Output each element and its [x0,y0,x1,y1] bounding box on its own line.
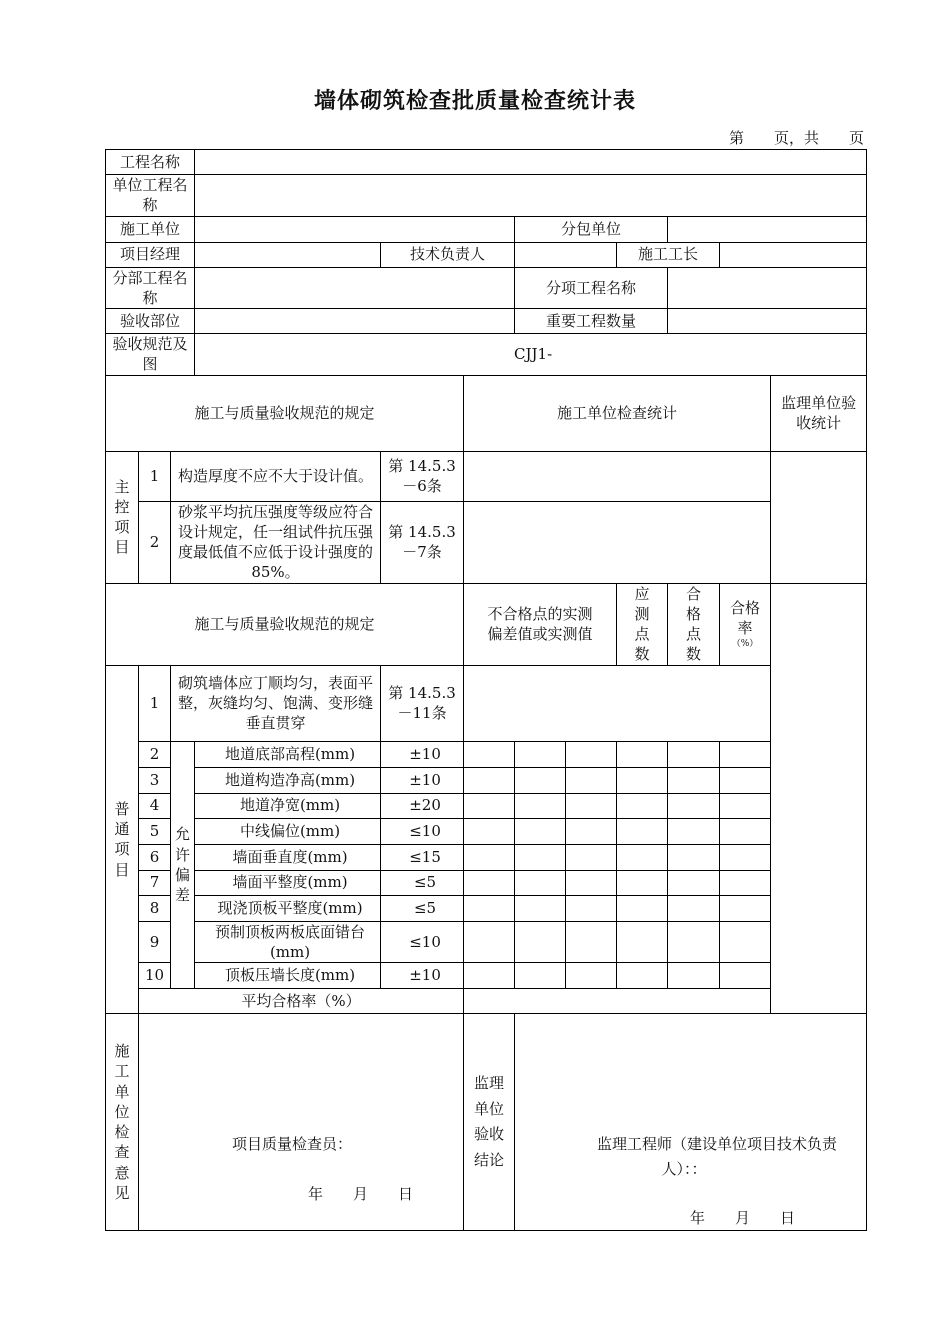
tolerance-row-no: 5 [139,818,171,844]
unit-project-label: 单位工程名称 [106,175,195,217]
key-quantity-field[interactable] [668,309,867,334]
tolerance-row-name: 地道构造净高(mm) [195,767,381,793]
measure-points-cell[interactable] [617,767,668,793]
row-main-header [106,375,867,451]
deviation-cell[interactable] [566,818,617,844]
deviation-cell[interactable] [515,818,566,844]
avg-rate-value[interactable] [464,989,771,1014]
main-control-label: 主控项目 [106,451,139,583]
tolerance-row-value: ≤5 [381,870,464,895]
page-total: 共 页 [803,129,864,147]
general-item-no: 1 [139,665,171,741]
division-field[interactable] [195,267,515,309]
row-division [106,267,867,309]
deviation-cell[interactable] [566,870,617,895]
deviation-header: 不合格点的实测偏差值或实测值 [464,583,617,665]
tolerance-row [106,793,867,818]
supervisor-conclusion-label: 监理单位验收结论 [464,1014,515,1231]
general-group-label: 普通项目 [106,665,139,1014]
foreman-label: 施工工长 [617,242,720,267]
pass-rate-cell[interactable] [720,895,771,921]
spec-rules-header: 施工与质量验收规范的规定 [106,375,464,451]
construction-unit-label: 施工单位 [106,216,195,242]
general-spec-header: 施工与质量验收规范的规定 [106,583,464,665]
deviation-cell[interactable] [464,963,515,989]
deviation-cell[interactable] [464,895,515,921]
main-item-1 [106,451,867,501]
project-manager-field[interactable] [195,242,381,267]
deviation-cell[interactable] [464,793,515,818]
tolerance-row [106,895,867,921]
subitem-field[interactable] [668,267,867,309]
unit-stats-header: 施工单位检查统计 [464,375,771,451]
main-item-no: 1 [139,451,171,501]
project-name-field[interactable] [195,150,867,175]
pass-rate-cell[interactable] [720,921,771,963]
inspection-table [105,149,867,1231]
tolerance-row-no: 6 [139,844,171,870]
general-item-ref: 第 14.5.3－11条 [381,665,464,741]
form-title: 墙体砌筑检查批质量检查统计表 [313,89,636,114]
tolerance-row-value: ±10 [381,741,464,767]
deviation-cell[interactable] [566,963,617,989]
supervisor-stats-header: 监理单位验收统计 [771,375,867,451]
pass-points-cell[interactable] [668,844,720,870]
deviation-cell[interactable] [515,793,566,818]
deviation-cell[interactable] [515,870,566,895]
tolerance-row-no: 2 [139,741,171,767]
deviation-cell[interactable] [566,844,617,870]
tolerance-row-name: 顶板压墙长度(mm) [195,963,381,989]
pass-points-header: 合格点数 [668,583,720,665]
supervisor-conclusion-area[interactable] [515,1014,867,1231]
tolerance-row-name: 预制顶板两板底面错台(mm) [195,921,381,963]
main-item-2 [106,501,867,583]
inspector-label: 项目质量检查员： [232,1135,353,1153]
pass-rate-cell[interactable] [720,767,771,793]
measure-points-cell[interactable] [617,870,668,895]
foreman-field[interactable] [720,242,867,267]
row-acceptance-part [106,309,867,334]
main-item-ref: 第 14.5.3－7条 [381,501,464,583]
pass-points-cell[interactable] [668,818,720,844]
pass-rate-header [720,583,771,665]
tolerance-row [106,844,867,870]
subitem-label: 分项工程名称 [515,267,668,309]
pass-rate-cell[interactable] [720,793,771,818]
pass-rate-cell[interactable] [720,741,771,767]
pass-points-cell[interactable] [668,870,720,895]
tolerance-row-name: 地道底部高程(mm) [195,741,381,767]
tolerance-row-name: 地道净宽(mm) [195,793,381,818]
measure-points-cell[interactable] [617,921,668,963]
key-quantity-label: 重要工程数量 [515,309,668,334]
deviation-cell[interactable] [515,963,566,989]
tolerance-row-name: 墙面平整度(mm) [195,870,381,895]
deviation-cell[interactable] [566,767,617,793]
pass-points-cell[interactable] [668,741,720,767]
tolerance-row [106,921,867,963]
general-supervisor-stats[interactable] [771,583,867,1014]
tolerance-row-no: 7 [139,870,171,895]
tolerance-row [106,963,867,989]
main-item-ref: 第 14.5.3－6条 [381,451,464,501]
main-item-no: 2 [139,501,171,583]
tolerance-label: 允许偏差 [171,741,195,989]
inspector-date: 年 月 日 [308,1185,414,1203]
tolerance-row-value: ≤10 [381,818,464,844]
pass-points-cell[interactable] [668,895,720,921]
deviation-cell[interactable] [515,741,566,767]
avg-rate-label: 平均合格率（%） [139,989,464,1014]
unit-opinion-area[interactable] [139,1014,464,1231]
project-name-label: 工程名称 [106,150,195,175]
engineer-label: 监理工程师（建设单位项目技术负责人）：： [597,1135,838,1178]
tolerance-row-value: ±10 [381,767,464,793]
deviation-cell[interactable] [464,921,515,963]
tech-lead-label: 技术负责人 [381,242,515,267]
tolerance-row-no: 8 [139,895,171,921]
deviation-cell[interactable] [515,895,566,921]
row-unit-project [106,175,867,217]
tolerance-row [106,741,867,767]
tolerance-row-value: ≤15 [381,844,464,870]
unit-opinion-label: 施工单位检查意见 [106,1014,139,1231]
acceptance-part-label: 验收部位 [106,309,195,334]
measure-points-cell[interactable] [617,793,668,818]
subcontractor-label: 分包单位 [515,216,668,242]
row-general-header [106,583,867,665]
pass-points-cell[interactable] [668,793,720,818]
deviation-cell[interactable] [515,767,566,793]
measure-points-cell[interactable] [617,895,668,921]
tolerance-row-value: ≤5 [381,895,464,921]
deviation-cell[interactable] [566,895,617,921]
row-spec [106,334,867,376]
tolerance-row [106,767,867,793]
measure-points-cell[interactable] [617,818,668,844]
construction-unit-field[interactable] [195,216,515,242]
deviation-cell[interactable] [515,844,566,870]
spec-label: 验收规范及图 [106,334,195,376]
tolerance-row-name: 墙面垂直度(mm) [195,844,381,870]
deviation-cell[interactable] [464,741,515,767]
tolerance-row-no: 10 [139,963,171,989]
project-manager-label: 项目经理 [106,242,195,267]
tolerance-row-value: ±20 [381,793,464,818]
tech-lead-field[interactable] [515,242,617,267]
page-info [729,127,864,148]
measure-points-cell[interactable] [617,963,668,989]
avg-rate-row [106,989,867,1014]
deviation-cell[interactable] [566,921,617,963]
deviation-cell[interactable] [515,921,566,963]
engineer-date: 年 月 日 [690,1209,796,1227]
spec-value[interactable]: CJJ1- [195,334,867,376]
footer-row [106,1014,867,1231]
pass-rate-cell[interactable] [720,844,771,870]
unit-project-field[interactable] [195,175,867,217]
deviation-cell[interactable] [566,741,617,767]
main-item-text: 构造厚度不应不大于设计值。 [171,451,381,501]
main-item-stats[interactable] [464,501,771,583]
tolerance-row [106,818,867,844]
subcontractor-field[interactable] [668,216,867,242]
tolerance-row-name: 中线偏位(mm) [195,818,381,844]
row-construction-unit [106,216,867,242]
tolerance-row-value: ±10 [381,963,464,989]
measure-points-cell[interactable] [617,844,668,870]
pass-points-cell[interactable] [668,963,720,989]
deviation-cell[interactable] [566,793,617,818]
pass-rate-cell[interactable] [720,870,771,895]
deviation-cell[interactable] [464,870,515,895]
general-item-stats[interactable] [464,665,771,741]
acceptance-part-field[interactable] [195,309,515,334]
main-item-text: 砂浆平均抗压强度等级应符合设计规定，任一组试件抗压强度最低值不应低于设计强度的85%。 [171,501,381,583]
pass-rate-cell[interactable] [720,818,771,844]
tolerance-row-no: 9 [139,921,171,963]
tolerance-row-no: 3 [139,767,171,793]
pass-points-cell[interactable] [668,767,720,793]
tolerance-row-name: 现浇顶板平整度(mm) [195,895,381,921]
tolerance-row-value: ≤10 [381,921,464,963]
page-number: 第 页， [728,129,804,147]
main-item-stats[interactable] [464,451,771,501]
tolerance-row-no: 4 [139,793,171,818]
general-item-text: 砌筑墙体应丁顺均匀，表面平整，灰缝均匀、饱满、变形缝垂直贯穿 [171,665,381,741]
general-item-1 [106,665,867,741]
measure-points-cell[interactable] [617,741,668,767]
measure-points-header: 应测点数 [617,583,668,665]
deviation-cell[interactable] [464,844,515,870]
tolerance-row [106,870,867,895]
pass-rate-unit: （%） [731,639,759,650]
deviation-cell[interactable] [464,818,515,844]
division-label: 分部工程名称 [106,267,195,309]
deviation-cell[interactable] [464,767,515,793]
row-project-name [106,150,867,175]
row-project-manager [106,242,867,267]
pass-rate-cell[interactable] [720,963,771,989]
pass-points-cell[interactable] [668,921,720,963]
main-supervisor-stats[interactable] [771,451,867,583]
pass-rate-label: 合格率 [730,598,761,637]
